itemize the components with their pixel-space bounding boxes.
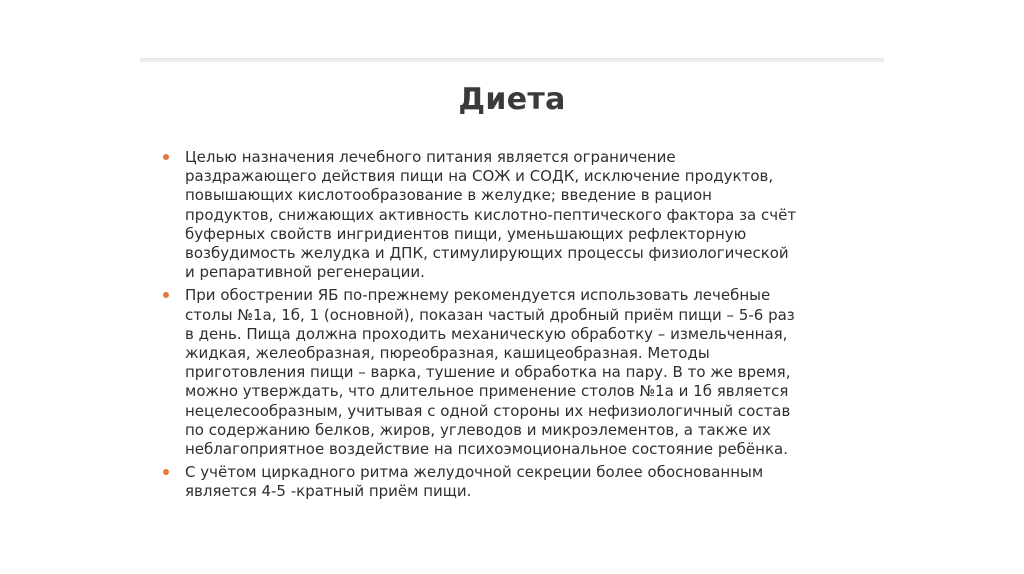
bullet-line: нецелесообразным, учитывая с одной стороны их нефизиологичный состав [185, 401, 791, 420]
bullet-dot-icon [163, 469, 169, 475]
bullet-line: по содержанию белков, жиров, углеводов и микроэлементов, а также их [185, 420, 771, 439]
bullet-item-3 [163, 463, 863, 501]
bullet-line: столы №1а, 1б, 1 (основной), показан частый дробный приём пищи – 5-6 раз [185, 305, 795, 324]
bullet-line: раздражающего действия пищи на СОЖ и СОДК, исключение продуктов, [185, 167, 774, 186]
bullet-line: возбудимость желудка и ДПК, стимулирующих процессы физиологической [185, 244, 789, 263]
bullet-line: буферных свойств ингридиентов пищи, уменьшающих рефлекторную [185, 224, 747, 243]
bullet-line: повышающих кислотообразование в желудке; введение в рацион [185, 186, 712, 205]
bullet-list [163, 148, 863, 506]
bullet-line: жидкая, желеобразная, пюреобразная, кашицеобразная. Методы [185, 344, 710, 363]
bullet-item-2 [163, 286, 863, 459]
bullet-dot-icon [163, 292, 169, 298]
bullet-item-1 [163, 148, 863, 282]
bullet-line: При обострении ЯБ по-прежнему рекомендуется использовать лечебные [185, 286, 771, 305]
slide-title: Диета [458, 82, 566, 117]
bullet-line: и репаративной регенерации. [185, 263, 425, 282]
bullet-line: является 4-5 -кратный приём пищи. [185, 482, 472, 501]
bullet-line: С учётом циркадного ритма желудочной секреции более обоснованным [185, 463, 764, 482]
bullet-dot-icon [163, 154, 169, 160]
bullet-line: в день. Пища должна проходить механическую обработку – измельченная, [185, 324, 788, 343]
bullet-line: можно утверждать, что длительное применение столов №1а и 1б является [185, 382, 789, 401]
bullet-line: продуктов, снижающих активность кислотно-пептического фактора за счёт [185, 205, 797, 224]
bullet-line: неблагоприятное воздействие на психоэмоциональное состояние ребёнка. [185, 440, 788, 459]
bullet-line: Целью назначения лечебного питания является ограничение [185, 148, 676, 166]
bullet-line: приготовления пищи – варка, тушение и обработка на пару. В то же время, [185, 363, 791, 382]
